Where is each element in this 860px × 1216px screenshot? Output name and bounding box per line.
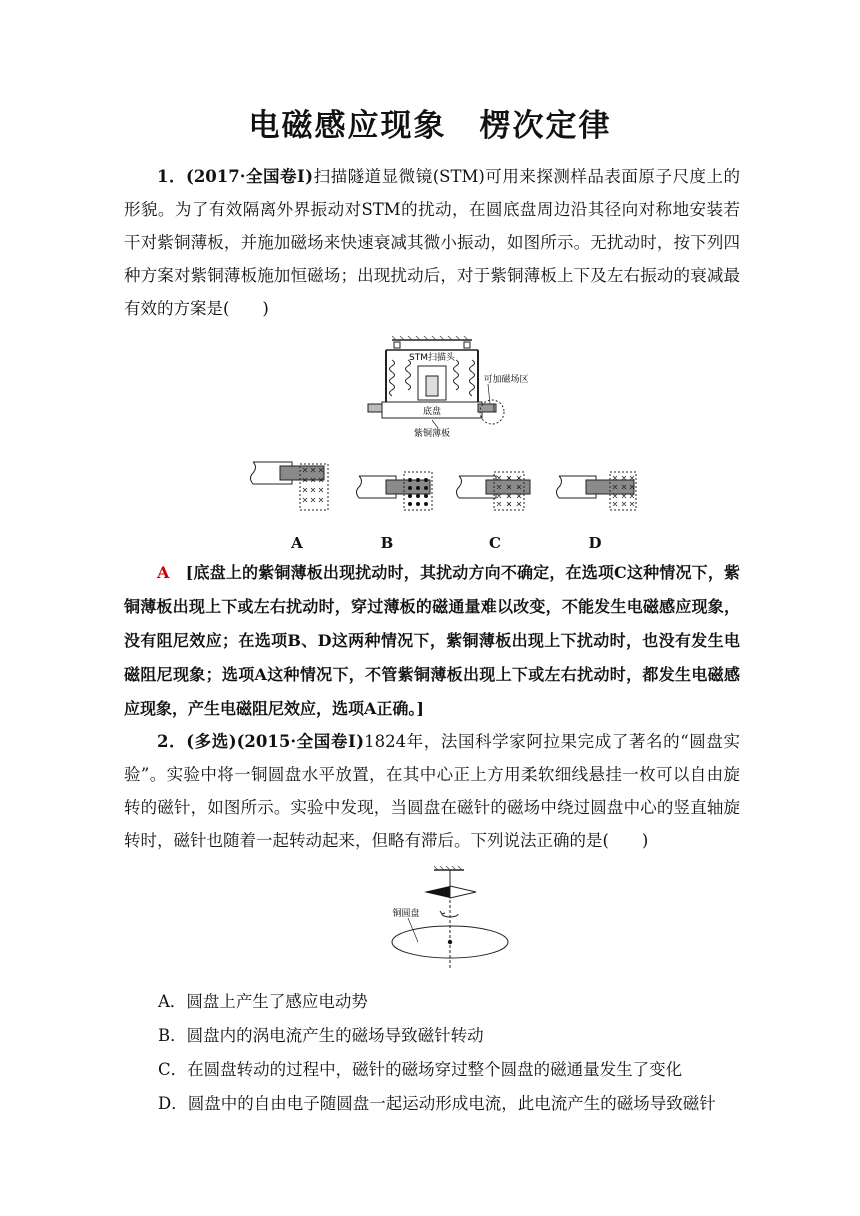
choice-b-figure [356, 470, 436, 514]
copper-disc-label: 铜圆盘 [392, 909, 420, 919]
base-label: 底盘 [422, 407, 442, 417]
choice-d-caption: D [588, 534, 602, 552]
question-2-number: 2． [157, 732, 187, 751]
stm-apparatus-figure [360, 336, 540, 440]
answer-1-key: A [157, 563, 170, 582]
option-c: C．在圆盘转动的过程中，磁针的磁场穿过整个圆盘的磁通量发生了变化 [158, 1060, 683, 1079]
page-title: 电磁感应现象 楞次定律 [248, 108, 612, 144]
question-1-text: 扫描隧道显微镜(STM)可用来探测样品表面原子尺度上的形貌。为了有效隔离外界振动对STM的扰动，在圆底盘周边沿其径向对称地安装若干对紫铜薄板，并施加磁场来快速衰减其微小振动，如图所示。无扰动时，按下列四种方案对紫铜薄板施加恒磁场；出现扰动后，对于紫铜薄板上下及左右振动的衰减最有效的方案是( ) [124, 167, 741, 318]
question-2-source: (多选)(2015·全国卷Ⅰ) [186, 732, 365, 751]
arago-disc-figure [384, 866, 514, 970]
choice-c-caption: C [489, 534, 501, 552]
option-d: D．圆盘中的自由电子随圆盘一起运动形成电流，此电流产生的磁场导致磁针 [158, 1094, 716, 1113]
answer-1 [124, 556, 740, 726]
choice-a-caption: A [291, 534, 303, 552]
question-2-text: 1824年，法国科学家阿拉果完成了著名的“圆盘实验”。实验中将一铜圆盘水平放置，在其中心正上方用柔软细线悬挂一枚可以自由旋转的磁针，如图所示。实验中发现，当圆盘在磁针的磁场中绕过圆盘中心的竖直轴旋转时，磁针也随着一起转动起来，但略有滞后。下列说法正确的是( ) [124, 732, 740, 850]
answer-1-text: [底盘上的紫铜薄板出现扰动时，其扰动方向不确定，在选项C这种情况下，紫铜薄板出现上下或左右扰动时，穿过薄板的磁通量难以改变，不能发生电磁感应现象，没有阻尼效应；在选项B、D这两种情况下，紫铜薄板出现上下扰动时，也没有发生电磁阻尼现象；选项A这种情况下，不管紫铜薄板出现上下或左右扰动时，都发生电磁感应现象，产生电磁阻尼效应，选项A正确。] [124, 563, 740, 718]
question-2 [124, 725, 740, 857]
question-1-source: (2017·全国卷Ⅰ) [186, 167, 314, 186]
copper-plate-label: 紫铜薄板 [413, 429, 451, 439]
question-1-number: 1． [157, 167, 187, 186]
magnetic-field-region-label: 可加磁场区 [483, 375, 529, 385]
option-a: A．圆盘上产生了感应电动势 [158, 992, 368, 1011]
option-b: B．圆盘内的涡电流产生的磁场导致磁针转动 [158, 1026, 484, 1045]
question-1 [124, 160, 740, 325]
choice-d-figure [556, 470, 640, 514]
choice-a-figure [250, 458, 334, 514]
choice-b-caption: B [380, 534, 394, 552]
choice-c-figure [456, 470, 536, 514]
stm-head-label: STM扫描头 [409, 353, 455, 363]
